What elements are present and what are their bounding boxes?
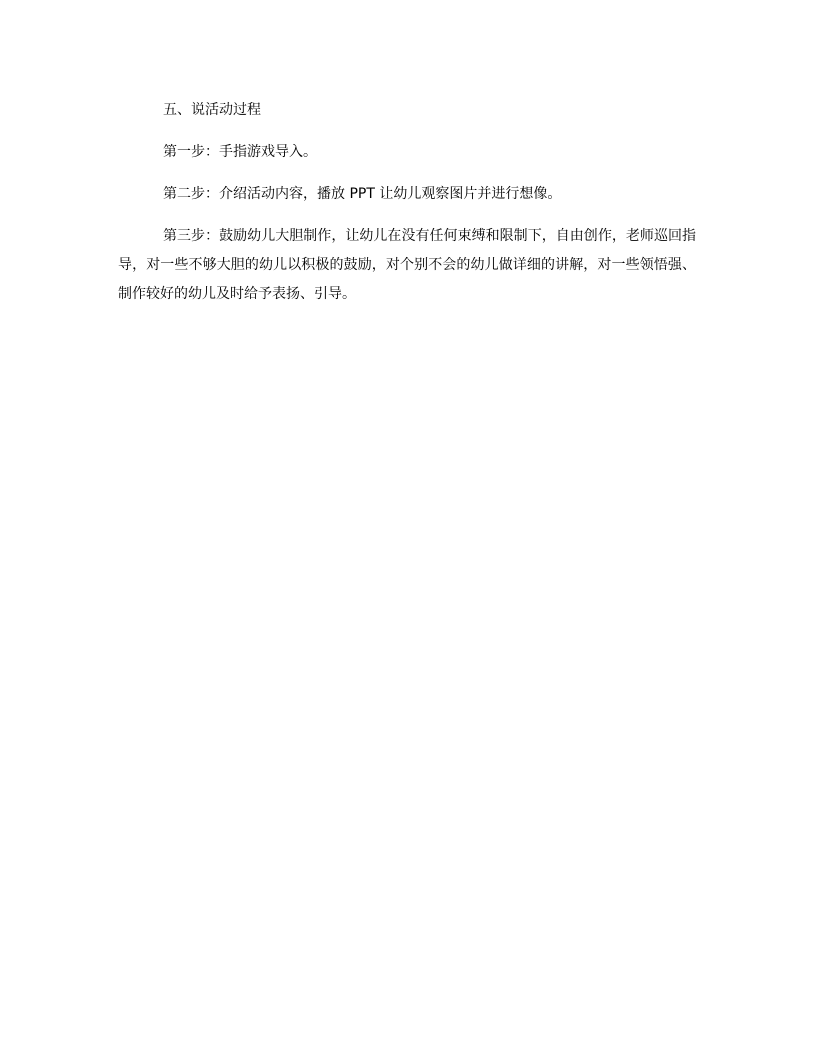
paragraph-step-1: 第一步：手指游戏导入。	[163, 144, 317, 160]
document-body	[118, 96, 696, 322]
paragraph-step-3: 第三步：鼓励幼儿大胆制作，让幼儿在没有任何束缚和限制下，自由创作，老师巡回指导，对一些不够大胆的幼儿以积极的鼓励，对个别不会的幼儿做详细的讲解，对一些领悟强、制作较好的幼儿及时给予表扬、引导。	[118, 228, 696, 302]
paragraph-step-2: 第二步：介绍活动内容，播放 PPT 让幼儿观察图片并进行想像。	[163, 186, 562, 202]
section-heading: 五、说活动过程	[163, 102, 261, 118]
